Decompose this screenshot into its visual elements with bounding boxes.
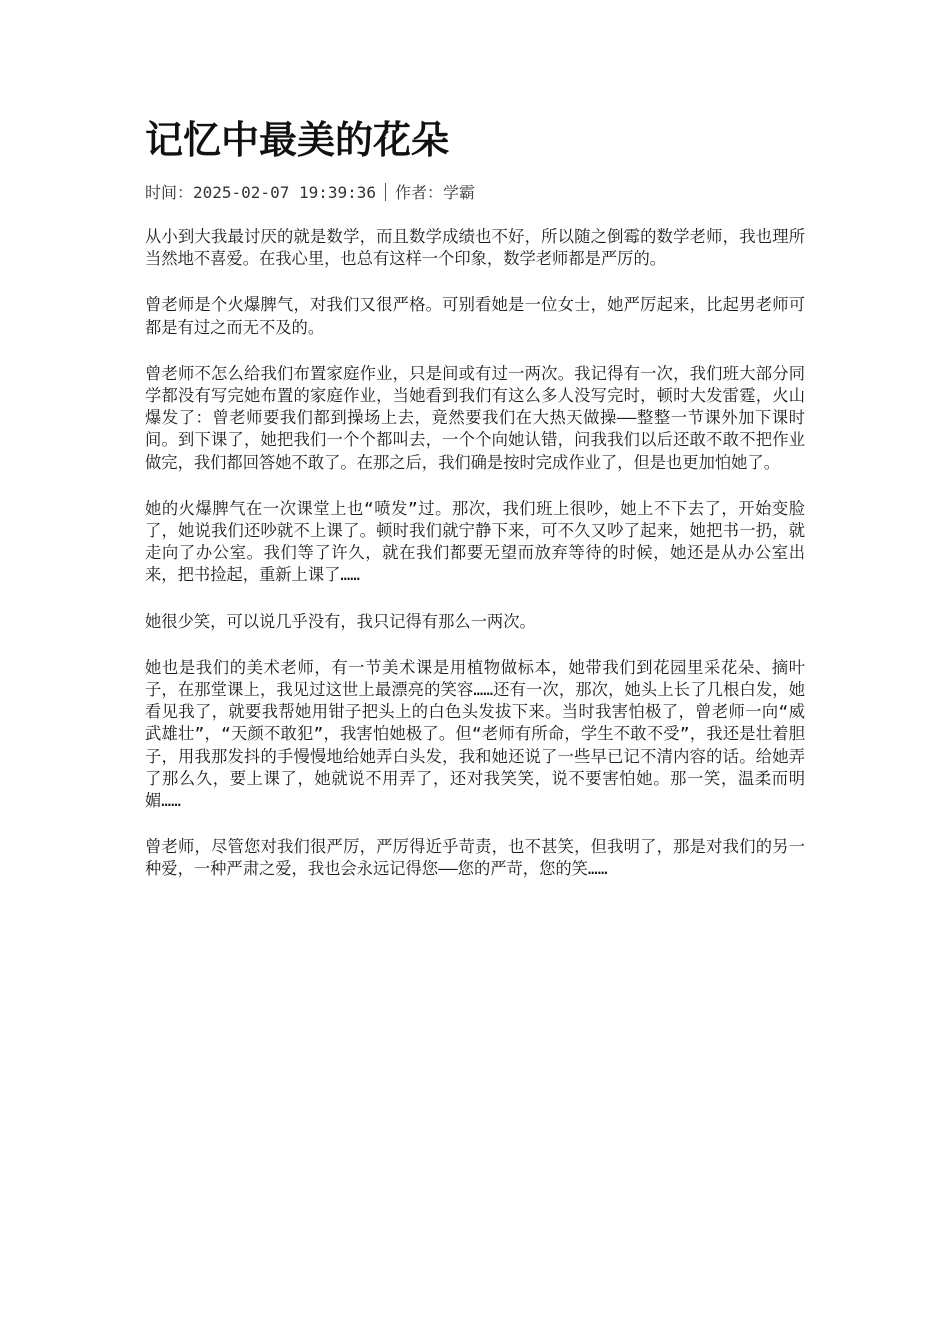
paragraph-1: 从小到大我最讨厌的就是数学，而且数学成绩也不好，所以随之倒霉的数学老师，我也理所当然地不喜爱。在我心里，也总有这样一个印象，数学老师都是严厉的。 xyxy=(145,227,805,269)
paragraph-5: 她很少笑，可以说几乎没有，我只记得有那么一两次。 xyxy=(145,611,536,631)
article-meta xyxy=(145,182,805,204)
article xyxy=(145,112,805,905)
paragraph-4: 她的火爆脾气在一次课堂上也“喷发”过。那次，我们班上很吵，她上不下去了，开始变脸了，她说我们还吵就不上课了。顿时我们就宁静下来，可不久又吵了起来，她把书一扔，就走向了办公室。我们等了许久，就在我们都要无望而放弃等待的时候，她还是从办公室出来，把书捡起，重新上课了…… xyxy=(145,498,805,585)
paragraph-2: 曾老师是个火爆脾气，对我们又很严格。可别看她是一位女士，她严厉起来，比起男老师可都是有过之而无不及的。 xyxy=(145,295,805,337)
publish-time: 时间：2025-02-07 19:39:36 xyxy=(145,183,377,202)
article-body xyxy=(145,226,805,881)
article-title: 记忆中最美的花朵 xyxy=(145,117,450,162)
paragraph-6: 她也是我们的美术老师，有一节美术课是用植物做标本，她带我们到花园里采花朵、摘叶子，在那堂课上，我见过这世上最漂亮的笑容……还有一次，那次，她头上长了几根白发，她看见我了，就要我帮她用钳子把头上的白色头发拔下来。当时我害怕极了，曾老师一向“威武雄壮”，“天颜不敢犯”，我害怕她极了。但“老师有所命，学生不敢不受”，我还是壮着胆子，用我那发抖的手慢慢地给她弄白头发，我和她还说了一些早已记不清内容的话。给她弄了那么久，要上课了，她就说不用弄了，还对我笑笑，说不要害怕她。那一笑，温柔而明媚…… xyxy=(145,657,805,811)
meta-divider xyxy=(385,183,386,201)
paragraph-7: 曾老师，尽管您对我们很严厉，严厉得近乎苛责，也不甚笑，但我明了，那是对我们的另一种爱，一种严肃之爱，我也会永远记得您——您的严苛，您的笑…… xyxy=(145,837,805,879)
paragraph-3: 曾老师不怎么给我们布置家庭作业，只是间或有过一两次。我记得有一次，我们班大部分同学都没有写完她布置的家庭作业，当她看到我们有这么多人没写完时，顿时大发雷霆，火山爆发了：曾老师要我们都到操场上去，竟然要我们在大热天做操——整整一节课外加下课时间。到下课了，她把我们一个个都叫去，一个个向她认错，问我我们以后还敢不敢不把作业做完，我们都回答她不敢了。在那之后，我们确是按时完成作业了，但是也更加怕她了。 xyxy=(145,363,805,472)
author-name: 作者：学霸 xyxy=(395,183,476,202)
